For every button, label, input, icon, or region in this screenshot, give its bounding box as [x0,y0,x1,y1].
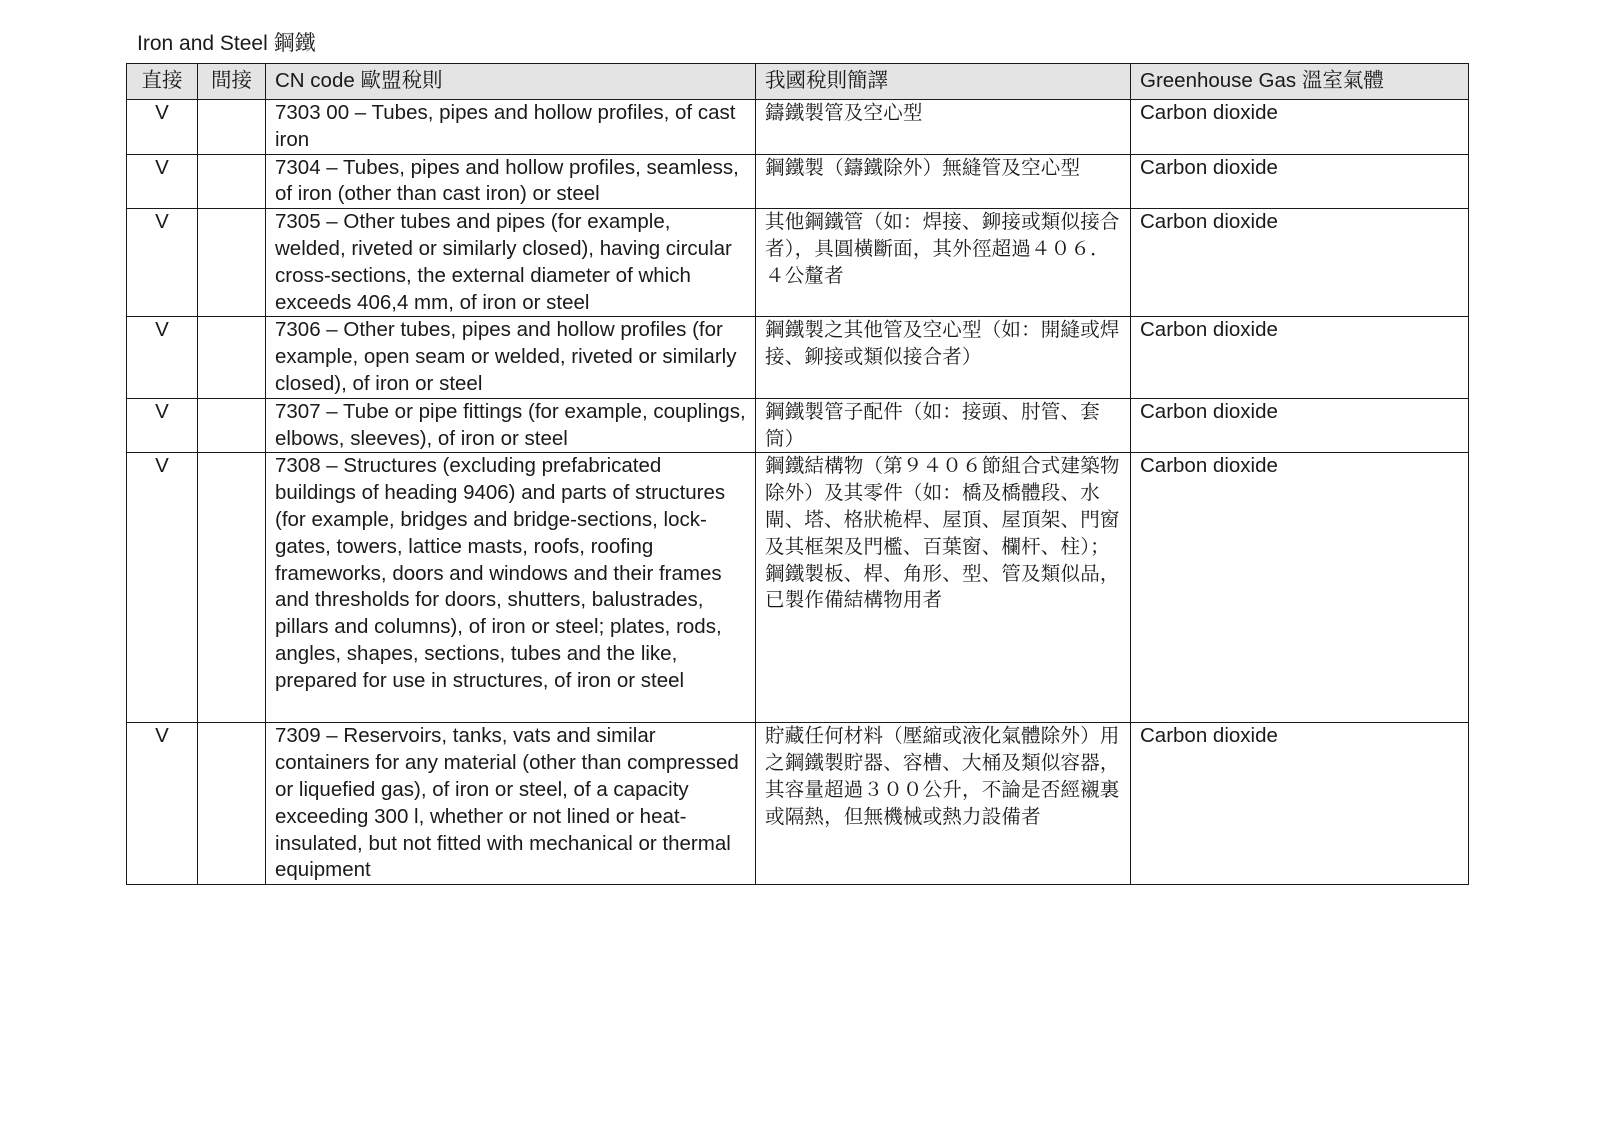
cell-tw-description: 鋼鐵製管子配件（如：接頭、肘管、套筒） [756,398,1131,453]
cell-greenhouse-gas: Carbon dioxide [1131,209,1469,317]
cell-tw-description: 鑄鐵製管及空心型 [756,100,1131,155]
table-row [127,100,1469,155]
header-greenhouse-gas: Greenhouse Gas 溫室氣體 [1131,64,1469,100]
cell-tw-description: 貯藏任何材料（壓縮或液化氣體除外）用之鋼鐵製貯器、容槽、大桶及類似容器，其容量超過３００公升，不論是否經襯裏或隔熱，但無機械或熱力設備者 [756,723,1131,885]
cell-cn-code: 7305 – Other tubes and pipes (for example, welded, riveted or similarly closed), having circular cross-sections, the external diameter of which exceeds 406,4 mm, of iron or steel [266,209,756,317]
cell-cn-code: 7307 – Tube or pipe fittings (for example, couplings, elbows, sleeves), of iron or steel [266,398,756,453]
cell-tw-description: 鋼鐵製之其他管及空心型（如：開縫或焊接、鉚接或類似接合者） [756,317,1131,398]
cell-indirect [198,154,266,209]
cell-greenhouse-gas: Carbon dioxide [1131,154,1469,209]
cell-indirect [198,398,266,453]
cell-indirect [198,723,266,885]
table-row [127,317,1469,398]
header-cn-code: CN code 歐盟稅則 [266,64,756,100]
cell-indirect [198,453,266,723]
cell-greenhouse-gas: Carbon dioxide [1131,723,1469,885]
cell-indirect [198,317,266,398]
table-row [127,398,1469,453]
cell-direct: V [127,209,198,317]
cell-direct: V [127,100,198,155]
iron-steel-table [126,63,1469,885]
cell-tw-description: 鋼鐵製（鑄鐵除外）無縫管及空心型 [756,154,1131,209]
cell-indirect [198,100,266,155]
cell-greenhouse-gas: Carbon dioxide [1131,100,1469,155]
table-row [127,453,1469,723]
header-direct: 直接 [127,64,198,100]
cell-indirect [198,209,266,317]
table-row [127,154,1469,209]
cell-cn-code: 7306 – Other tubes, pipes and hollow profiles (for example, open seam or welded, riveted or similarly closed), of iron or steel [266,317,756,398]
cell-direct: V [127,317,198,398]
cell-cn-code: 7309 – Reservoirs, tanks, vats and similar containers for any material (other than compressed or liquefied gas), of iron or steel, of a capacity exceeding 300 l, whether or not lined or heat-insulated, but not fitted with mechanical or thermal equipment [266,723,756,885]
table-row [127,209,1469,317]
cell-direct: V [127,453,198,723]
cell-direct: V [127,398,198,453]
cell-cn-code: 7304 – Tubes, pipes and hollow profiles, seamless, of iron (other than cast iron) or steel [266,154,756,209]
cell-direct: V [127,154,198,209]
cell-greenhouse-gas: Carbon dioxide [1131,398,1469,453]
cell-cn-code: 7308 – Structures (excluding prefabricated buildings of heading 9406) and parts of structures (for example, bridges and bridge-sections, lock- gates, towers, lattice masts, roofs, roofing frameworks, doors and windows and their frames and thresholds for doors, shutters, balustrades, pillars and columns), of iron or steel; plates, rods, angles, shapes, sections, tubes and the like, prepared for use in structures, of iron or steel [266,453,756,723]
cell-cn-code: 7303 00 – Tubes, pipes and hollow profiles, of cast iron [266,100,756,155]
header-tw-description: 我國稅則簡譯 [756,64,1131,100]
cell-greenhouse-gas: Carbon dioxide [1131,317,1469,398]
table-row [127,723,1469,885]
header-indirect: 間接 [198,64,266,100]
table-header-row [127,64,1469,100]
page-title: Iron and Steel 鋼鐵 [137,32,316,55]
cell-greenhouse-gas: Carbon dioxide [1131,453,1469,723]
cell-tw-description: 其他鋼鐵管（如：焊接、鉚接或類似接合者），具圓橫斷面，其外徑超過４０６．４公釐者 [756,209,1131,317]
cell-direct: V [127,723,198,885]
cell-tw-description: 鋼鐵結構物（第９４０６節組合式建築物除外）及其零件（如：橋及橋體段、水閘、塔、格狀桅桿、屋頂、屋頂架、門窗及其框架及門檻、百葉窗、欄杆、柱）；鋼鐵製板、桿、角形、型、管及類似品，已製作備結構物用者 [756,453,1131,723]
